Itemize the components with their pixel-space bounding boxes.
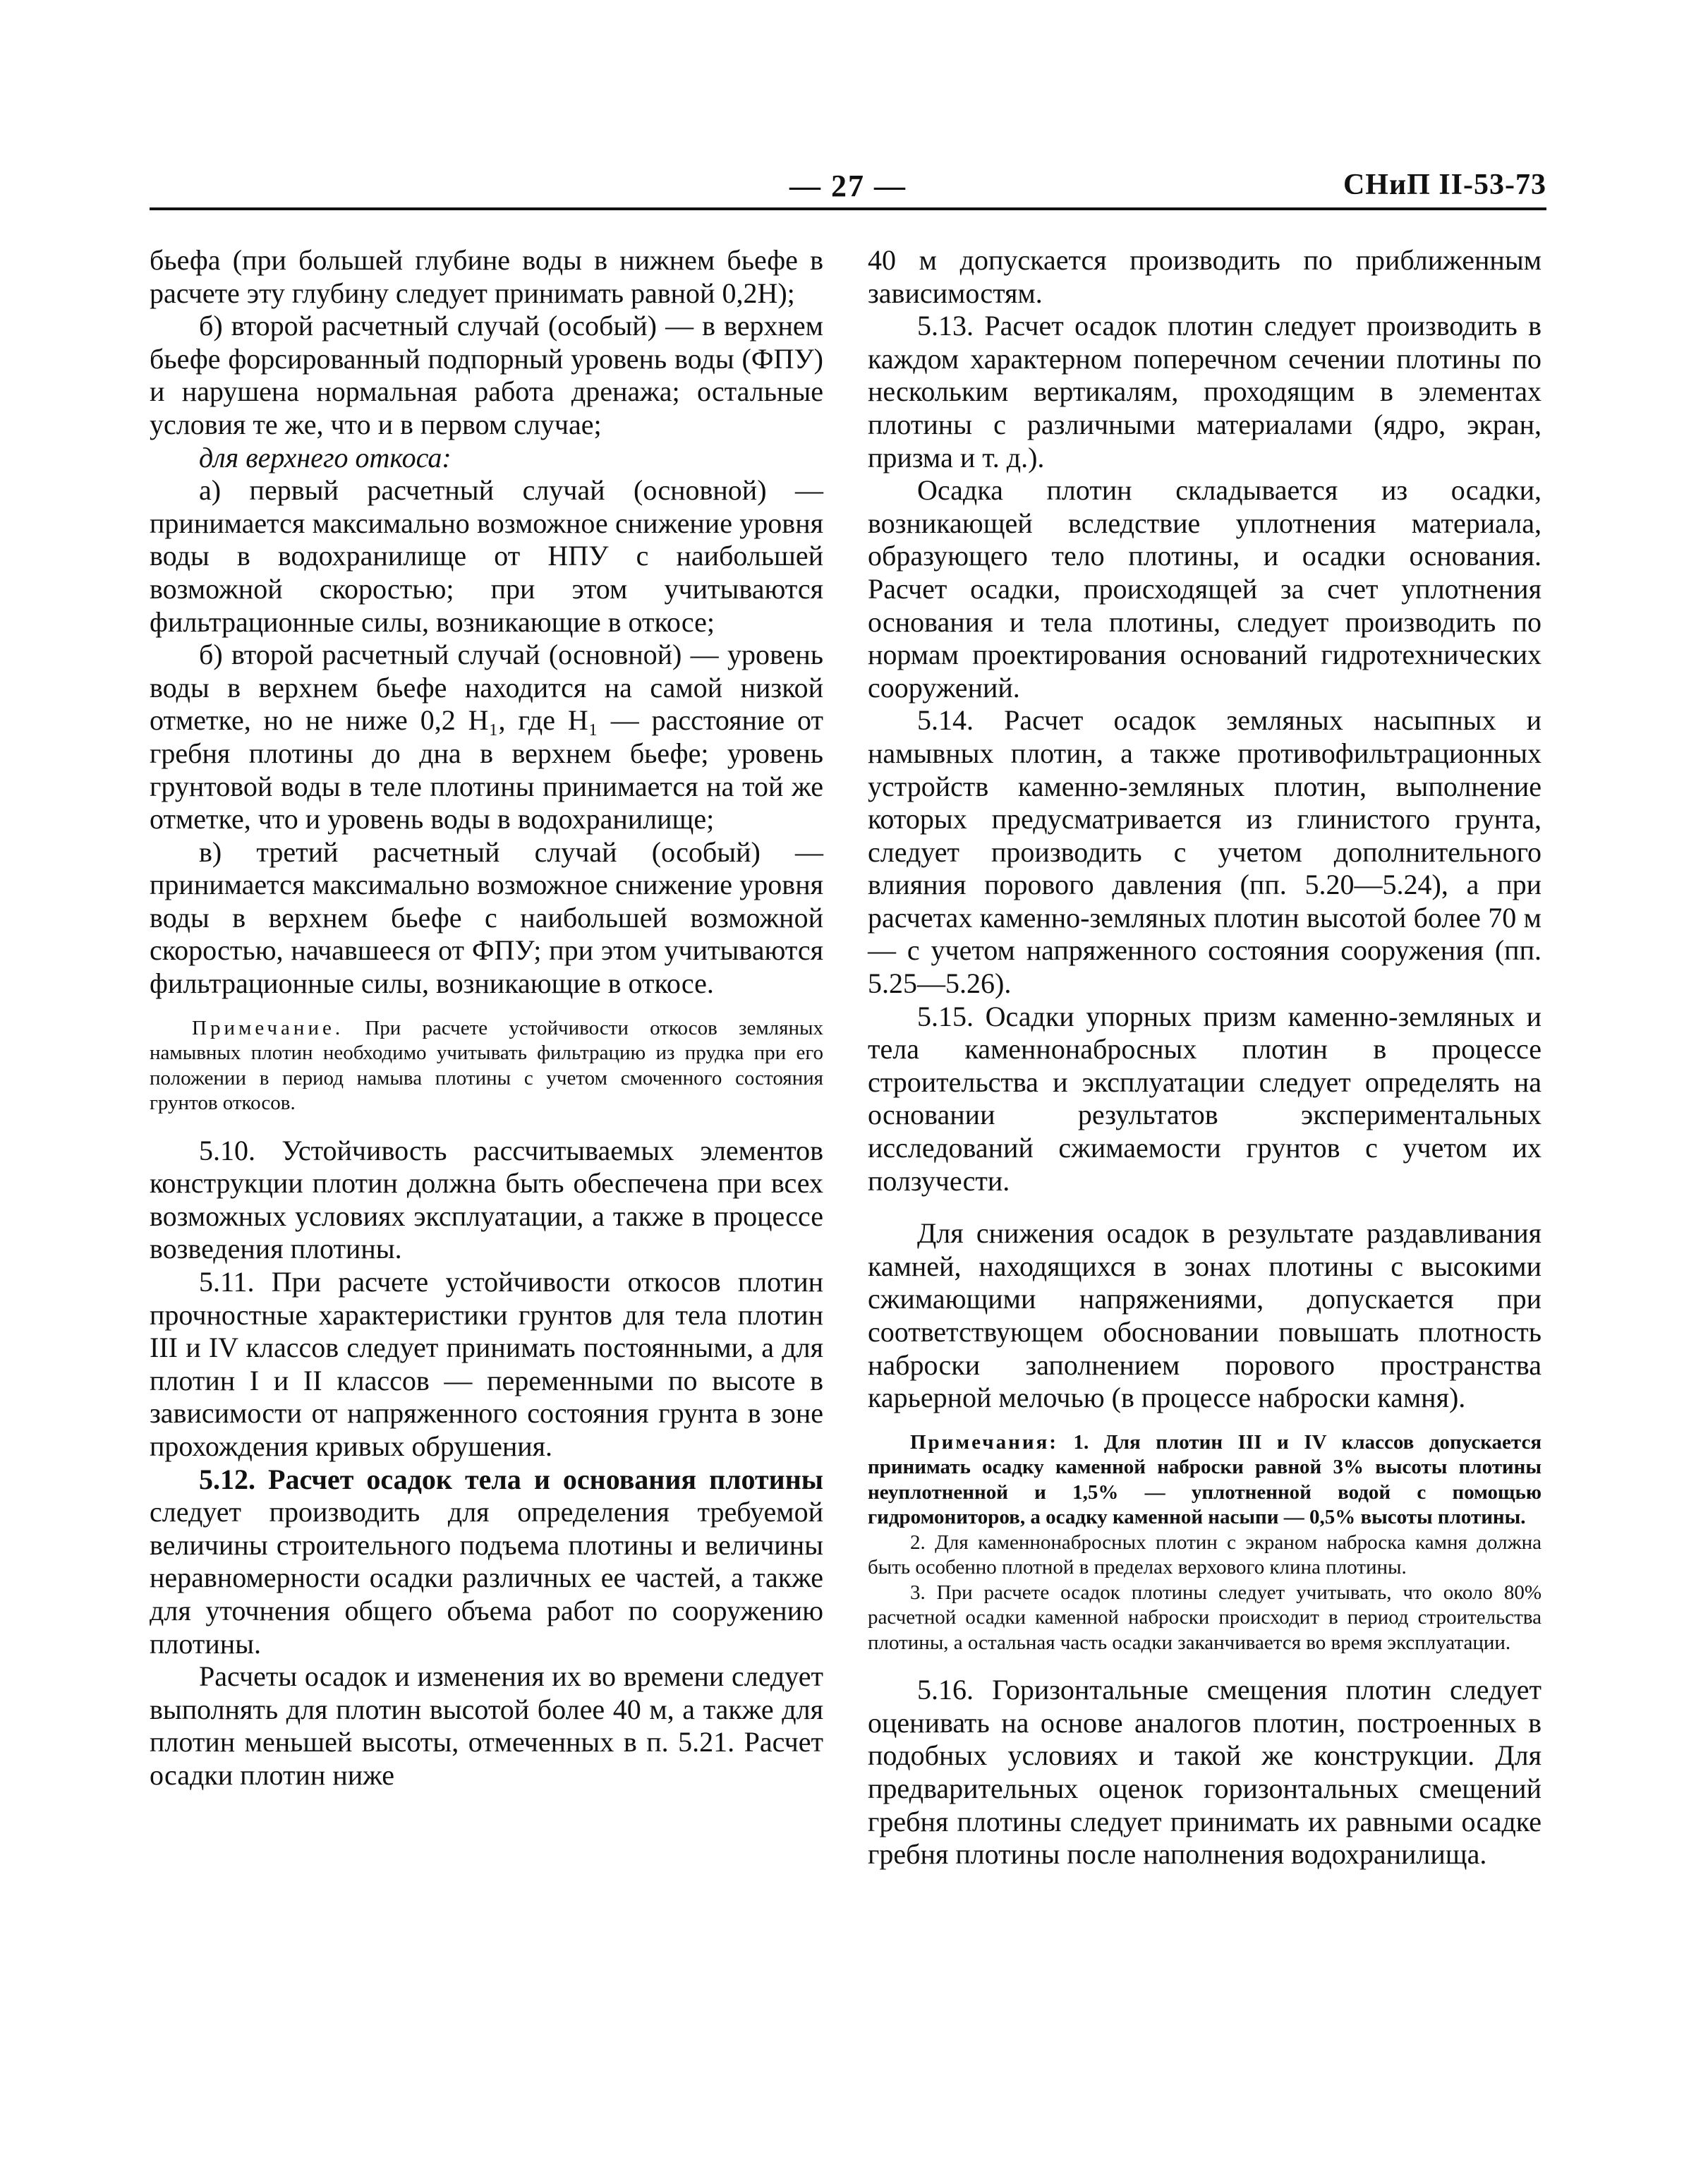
subheading: для верхнего откоса:	[199, 441, 452, 473]
left-column	[150, 244, 823, 1792]
clause-heading: Расчет осадок тела и основания плотины	[268, 1463, 823, 1495]
clause-number: 5.14.	[917, 704, 974, 737]
paragraph: 40 м допускается производить по приближенным зависимостям.	[868, 244, 1542, 309]
paragraph: б) второй расчетный случай (основной) — уровень воды в верхнем бьефе находится на самой низкой отметке, но не ниже 0,2 H₁, где H₁ — расстояние от гребня плотины до дна в верхнем бьефе; уровень грунтовой воды в теле плотины принимается на той же отметке, что и уровень воды в водохранилище;	[150, 639, 823, 835]
paragraph-5-16	[868, 1674, 1542, 1871]
clause-text: Горизонтальные смещения плотин следует оценивать на основе аналогов плотин, построенных в подобных условиях и такой же конструкции. Для предварительных оценок горизонтальных смещений гребня плотины следует принимать их равными осадке гребня плотины после наполнения водохранилища.	[868, 1674, 1542, 1871]
paragraph: а) первый расчетный случай (основной) — принимается максимально возможное снижение уровня воды в водохранилище от НПУ с наибольшей возможной скоростью; при этом учитываются фильтрационные силы, возникающие в откосе;	[150, 474, 823, 638]
clause-number: 5.10.	[199, 1134, 255, 1166]
page-number: — 27 —	[789, 169, 907, 203]
note-text: При расчете устойчивости откосов земляных намывных плотин необходимо учитывать фильтрацию из прудка при его положении в период намыва плотины с учетом смоченного состояния грунтов откосов.	[150, 1016, 823, 1115]
paragraph: Осадка плотин складывается из осадки, возникающей вследствие уплотнения материала, образующего тело плотины, и осадки основания. Расчет осадки, происходящей за счет уплотнения основания и тела плотины, следует производить по нормам проектирования оснований гидротехнических сооружений.	[868, 474, 1542, 704]
clause-text: Расчет осадок плотин следует производить в каждом характерном поперечном сечении плотины по нескольким вертикалям, проходящим в элементах плотины с различными материалами (ядро, экран, призма и т. д.).	[868, 310, 1542, 473]
paragraph-5-14	[868, 704, 1542, 1000]
document-code: СНиП II-53-73	[1343, 169, 1546, 201]
paragraph-5-15	[868, 1001, 1542, 1198]
note-text: 1. Для плотин III и IV классов допускается принимать осадку каменной наброски равной 3% высоты плотины неуплотненной и 1,5% — уплотненной водой с помощью гидромониторов, а осадку каменной насыпи — 0,5% высоты плотины.	[868, 1430, 1542, 1529]
clause-number: 5.15.	[917, 1000, 974, 1032]
clause-text: При расчете устойчивости откосов плотин прочностные характеристики грунтов для тела плотин III и IV классов следует принимать постоянными, а для плотин I и II классов — переменными по высоте в зависимости от напряженного состояния грунта в зоне прохождения кривых обрушения.	[150, 1266, 824, 1462]
note	[868, 1430, 1542, 1531]
note-label: Примечание.	[192, 1016, 344, 1039]
clause-number: 5.11.	[199, 1266, 255, 1298]
paragraph-5-11	[150, 1266, 823, 1463]
clause-number: 5.12.	[199, 1463, 255, 1495]
paragraph-5-12	[150, 1463, 823, 1661]
note: 2. Для каменнонабросных плотин с экраном наброска камня должна быть особенно плотной в пределах верхового клина плотины.	[868, 1531, 1542, 1579]
clause-text: Расчет осадок земляных насыпных и намывных плотин, а также противофильтрационных устройств каменно-земляных плотин, выполнение которых предусматривается из глинистого грунта, следует производить с учетом дополнительного влияния порового давления (пп. 5.20—5.24), а при расчетах каменно-земляных плотин высотой более 70 м — с учетом напряженного состояния сооружения (пп. 5.25—5.26).	[868, 704, 1542, 1000]
paragraph: в) третий расчетный случай (особый) — принимается максимально возможное снижение уровня воды в верхнем бьефе с наибольшей возможной скоростью, начавшееся от ФПУ; при этом учитываются фильтрационные силы, возникающие в откосе.	[150, 835, 823, 1000]
paragraph: б) второй расчетный случай (особый) — в верхнем бьефе форсированный подпорный уровень воды (ФПУ) и нарушена нормальная работа дренажа; остальные условия те же, что и в первом случае;	[150, 310, 823, 440]
paragraph-5-10	[150, 1135, 823, 1266]
right-column	[868, 244, 1542, 1871]
paragraph: бьефа (при большей глубине воды в нижнем бьефе в расчете эту глубину следует принимать равной 0,2H);	[150, 244, 823, 309]
clause-number: 5.13.	[917, 310, 974, 342]
note	[150, 1016, 823, 1116]
note-label: Примечания:	[910, 1430, 1058, 1454]
header-rule	[150, 207, 1546, 210]
page-header	[150, 168, 1546, 207]
clause-text: следует производить для определения требуемой величины строительного подъема плотины и величины неравномерности осадки различных ее частей, а также для уточнения общего объема работ по сооружению плотины.	[150, 1496, 823, 1660]
note: 3. При расчете осадок плотины следует учитывать, что около 80% расчетной осадки каменной наброски происходит в период строительства плотины, а остальная часть осадки заканчивается во время эксплуатации.	[868, 1581, 1542, 1654]
clause-text: Осадки упорных призм каменно-земляных и тела каменнонабросных плотин в процессе строительства и эксплуатации следует определять на основании результатов экспериментальных исследований сжимаемости грунтов с учетом их ползучести.	[868, 1000, 1542, 1197]
paragraph: Расчеты осадок и изменения их во времени следует выполнять для плотин высотой более 40 м, а также для плотин меньшей высоты, отмеченных в п. 5.21. Расчет осадки плотин ниже	[150, 1660, 823, 1791]
paragraph-5-13	[868, 310, 1542, 474]
paragraph: Для снижения осадок в результате раздавливания камней, находящихся в зонах плотины с высокими сжимающими напряжениями, допускается при соответствующем обосновании повышать плотность наброски заполнением порового пространства карьерной мелочью (в процессе наброски камня).	[868, 1217, 1542, 1414]
clause-number: 5.16.	[917, 1674, 974, 1706]
clause-text: Устойчивость рассчитываемых элементов конструкции плотин должна быть обеспечена при всех возможных условиях эксплуатации, а также в процессе возведения плотины.	[150, 1134, 823, 1265]
